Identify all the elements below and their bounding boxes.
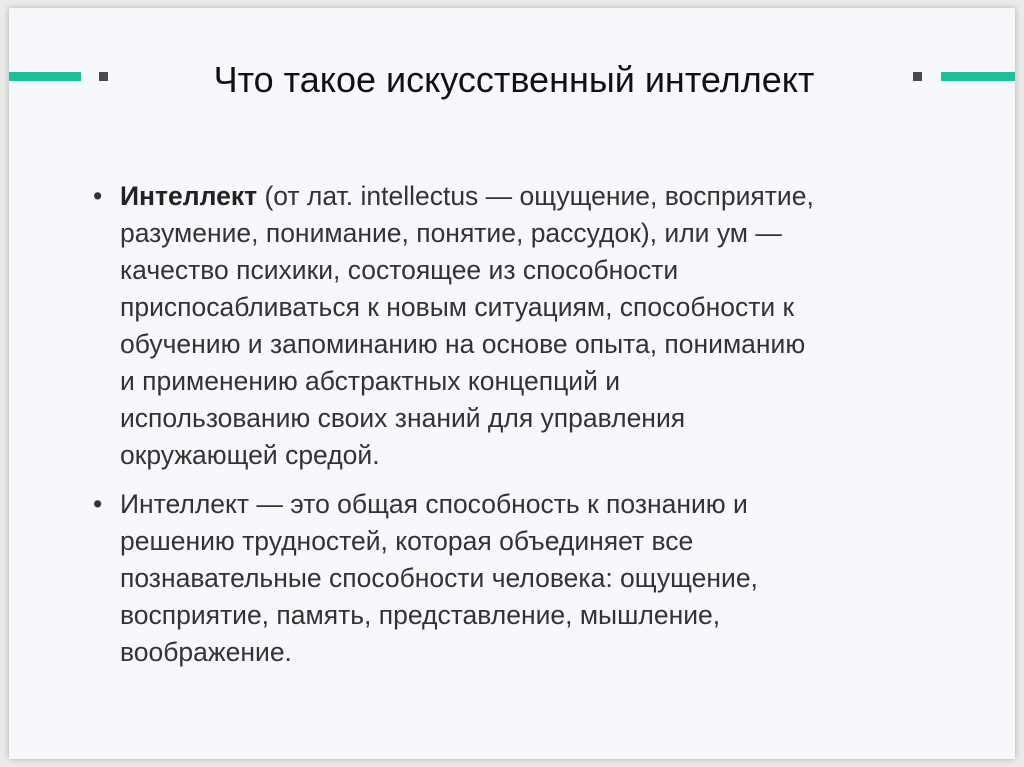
bullet-line: познавательные способности человека: ощущение, [120,563,758,593]
bullet-line: восприятие, память, представление, мышление, [120,600,721,630]
right-accent-bar [941,72,1015,81]
bullet-line: окружающей средой. [120,440,380,470]
bullet-line: Интеллект — это общая способность к познанию и [120,489,748,519]
bullet-text: (от лат. intellectus — ощущение, восприятие, [257,181,814,211]
bullet-line: разумение, понимание, понятие, рассудок), или ум — [120,218,782,248]
left-square-decoration [99,72,108,81]
bullet-line: и применению абстрактных концепций и [120,366,621,396]
slide-title: Что такое искусственный интеллект [213,59,815,100]
bullet-dot: • [93,489,103,519]
bullet-line: воображение. [120,637,292,667]
bullet-item [89,178,969,474]
bullet-dot: • [93,181,103,211]
bullet-line: решению трудностей, которая объединяет все [120,526,694,556]
slide [9,8,1015,759]
right-square-decoration [913,72,922,81]
bullet-line: обучению и запоминанию на основе опыта, пониманию [120,329,806,359]
slide-body [89,178,969,683]
left-accent-bar [9,72,81,81]
bullet-item [89,486,969,671]
bullet-line: приспосабливаться к новым ситуациям, способности к [120,292,795,322]
bullet-line: качество психики, состоящее из способности [120,255,679,285]
bullet-term: Интеллект [120,181,258,211]
bullet-line: использованию своих знаний для управления [120,403,686,433]
bullet-line [120,178,969,215]
